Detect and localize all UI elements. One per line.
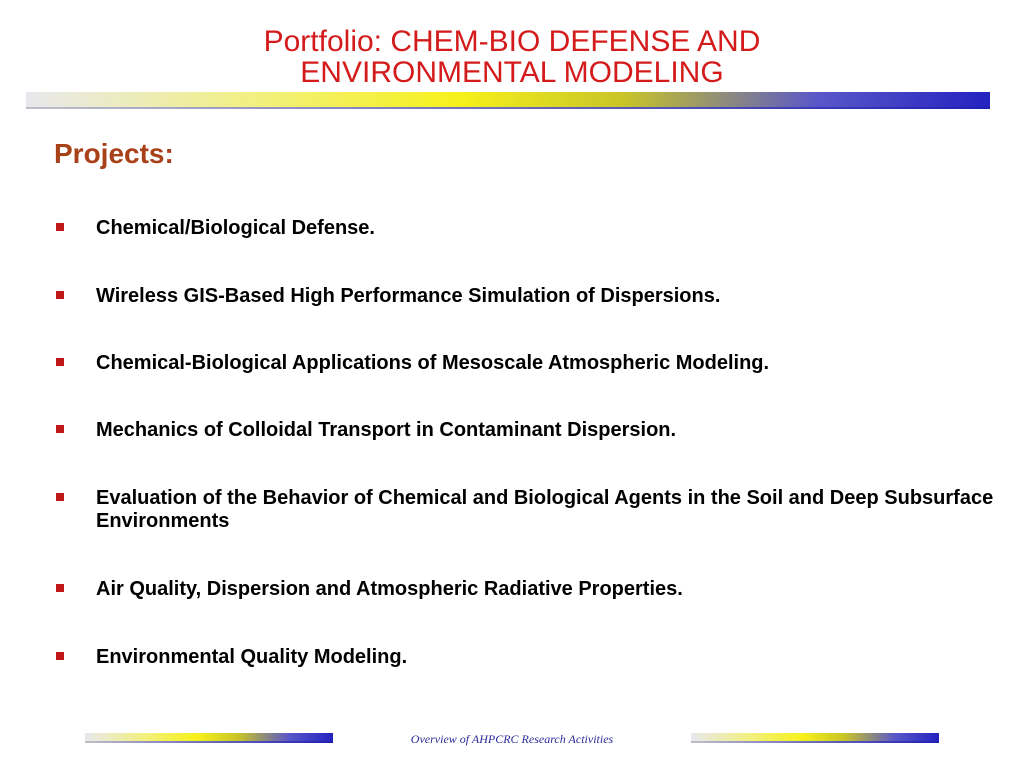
project-item (54, 285, 994, 308)
footer-bar-right (691, 733, 939, 742)
square-bullet-icon (54, 285, 96, 308)
project-item (54, 217, 994, 240)
project-item-text: Air Quality, Dispersion and Atmospheric Radiative Properties. (96, 578, 683, 600)
project-item (54, 352, 994, 375)
project-item (54, 578, 994, 601)
slide-title-line-1: Portfolio: CHEM-BIO DEFENSE AND (263, 25, 761, 58)
project-item-text: Mechanics of Colloidal Transport in Contaminant Dispersion. (96, 419, 677, 441)
project-item (54, 646, 994, 669)
slide-title (0, 26, 1024, 88)
square-bullet-icon (54, 646, 96, 669)
slide-title-line-2: ENVIRONMENTAL MODELING (300, 56, 724, 89)
project-item-text: Wireless GIS-Based High Performance Simulation of Dispersions. (96, 285, 721, 307)
square-bullet-icon (54, 217, 96, 240)
project-item (54, 487, 994, 533)
footer-text: Overview of AHPCRC Research Activities (410, 732, 614, 746)
project-item (54, 419, 994, 442)
footer-bar-left-edge (85, 741, 333, 743)
project-item-text: Chemical/Biological Defense. (96, 217, 375, 239)
project-item-text: Environmental Quality Modeling. (96, 646, 408, 668)
footer-bar-left (85, 733, 333, 742)
title-divider-bar (26, 92, 990, 109)
square-bullet-icon (54, 487, 96, 510)
square-bullet-icon (54, 578, 96, 601)
project-item-text: Chemical-Biological Applications of Mesoscale Atmospheric Modeling. (96, 352, 770, 374)
project-item-text: Evaluation of the Behavior of Chemical and Biological Agents in the Soil and Deep Subsurface Environments (96, 487, 994, 532)
projects-heading: Projects: (54, 138, 174, 169)
footer-bar-right-edge (691, 741, 939, 743)
title-divider-edge (26, 107, 990, 109)
square-bullet-icon (54, 352, 96, 375)
square-bullet-icon (54, 419, 96, 442)
